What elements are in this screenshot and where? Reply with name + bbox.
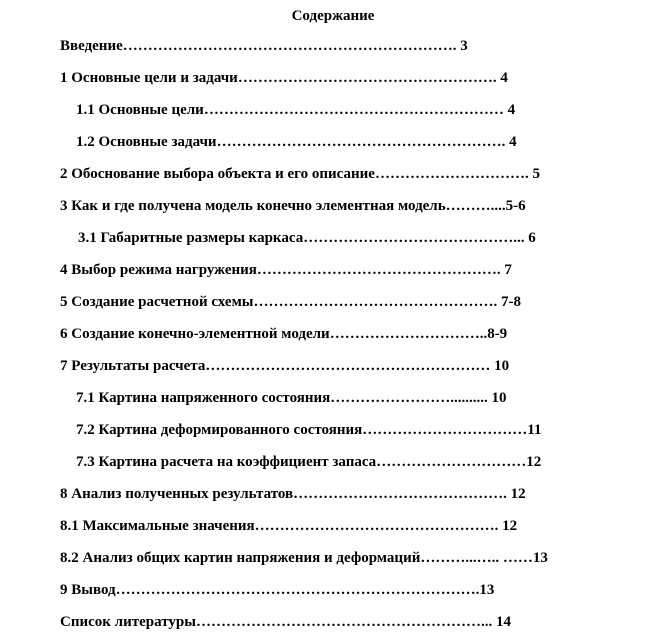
toc-entry xyxy=(60,580,650,600)
toc-entry-label: 5 Создание расчетной схемы xyxy=(60,294,254,310)
toc-leader-dots: ………………………… xyxy=(376,454,527,470)
toc-entry xyxy=(60,324,656,344)
toc-entry-label: 9 Вывод xyxy=(60,582,116,598)
toc-entry-label: 7.2 Картина деформированного состояния xyxy=(76,422,363,438)
toc-leader-dots: ………………………………………………………………. xyxy=(115,582,480,598)
toc-entry xyxy=(60,164,650,184)
toc-title: Содержание xyxy=(291,8,375,24)
toc-page-number: 4 xyxy=(503,102,516,118)
toc-entry-label: 3.1 Габаритные размеры каркаса xyxy=(78,230,304,246)
toc-page-number: 3 xyxy=(456,38,468,54)
toc-page-number: 14 xyxy=(492,614,511,630)
toc-page-number: 10 xyxy=(487,390,507,406)
toc-entry-label: 3 Как и где получена модель конечно элементная модель xyxy=(60,198,446,214)
toc-entry-label: 1.1 Основные цели xyxy=(76,102,204,118)
toc-leader-dots: …………………………………………………………. xyxy=(122,38,457,54)
toc-entry xyxy=(60,516,646,536)
toc-leader-dots: ……….... xyxy=(445,198,506,214)
toc-page-number: 10 xyxy=(490,358,510,374)
toc-leader-dots: …………………………………………………… xyxy=(203,102,504,118)
toc-page-number: 8-9 xyxy=(487,326,508,342)
toc-entry xyxy=(60,36,642,56)
toc-leader-dots: …………………………………………. xyxy=(256,262,501,278)
toc-entry xyxy=(76,388,656,408)
toc-entry-label: Введение xyxy=(60,38,123,54)
toc-leader-dots: …………………………………………………... xyxy=(195,614,493,630)
toc-entry xyxy=(60,260,642,280)
toc-entry xyxy=(76,452,642,472)
toc-page-number: 5 xyxy=(528,166,540,182)
toc-entry-label: 1 Основные цели и задачи xyxy=(60,70,238,86)
toc-leader-dots: …………………………………………………. xyxy=(216,134,506,150)
toc-entry xyxy=(78,228,644,248)
toc-leader-dots: ………………………….. xyxy=(329,326,488,342)
toc-entry-label: 4 Выбор режима нагружения xyxy=(60,262,257,278)
toc-leader-dots: ………………………………………………… xyxy=(205,358,491,374)
toc-page-number: 12 xyxy=(506,486,526,502)
toc-entry xyxy=(60,68,642,88)
toc-entry xyxy=(60,484,646,504)
toc-leader-dots: …………………………… xyxy=(362,422,528,438)
toc-entry-label: 7 Результаты расчета xyxy=(60,358,206,374)
toc-entry xyxy=(60,196,656,216)
toc-entry xyxy=(76,100,642,120)
toc-page-number: 7 xyxy=(500,262,512,278)
toc-leader-dots: ……………………………………………. xyxy=(237,70,497,86)
toc-entry-label: 2 Обоснование выбора объекта и его описание xyxy=(60,166,375,182)
toc-leader-dots: ……………………………………. xyxy=(293,486,507,502)
toc-entry xyxy=(76,420,650,440)
toc-page-number: 4 xyxy=(505,134,517,150)
toc-entry-label: 8.1 Максимальные значения xyxy=(60,518,255,534)
toc-entry-label: 8.2 Анализ общих картин напряжения и деформаций xyxy=(60,550,421,566)
toc-page-number: 6 xyxy=(524,230,536,246)
toc-leader-dots: …………………………………………. xyxy=(253,294,498,310)
toc-leader-dots: …………………………………………. xyxy=(254,518,499,534)
toc-entry-label: Список литературы xyxy=(60,614,196,630)
toc-entry-label: 1.2 Основные задачи xyxy=(76,134,217,150)
toc-entry xyxy=(60,612,646,632)
toc-page-number: 5-6 xyxy=(505,198,526,214)
toc-leader-dots: …………………………. xyxy=(374,166,529,182)
toc-entry xyxy=(60,292,646,312)
toc-entry-label: 6 Создание конечно-элементной модели xyxy=(60,326,330,342)
toc-entry xyxy=(76,132,642,152)
toc-entry xyxy=(60,548,650,568)
toc-entry xyxy=(60,356,656,376)
toc-leader-dots: …………………….......... xyxy=(330,390,488,406)
toc-entry-label: 7.1 Картина напряженного состояния xyxy=(76,390,331,406)
toc-page-number: 12 xyxy=(526,454,542,470)
toc-page-number: 12 xyxy=(498,518,518,534)
toc-page-number: 13 xyxy=(532,550,548,566)
toc-page-number: 7-8 xyxy=(497,294,522,310)
toc-leader-dots: ……………………………………... xyxy=(303,230,525,246)
toc-page-number: 11 xyxy=(527,422,542,438)
toc-leader-dots: ………...….. …… xyxy=(420,550,533,566)
toc-page-number: 13 xyxy=(479,582,495,598)
toc-page-number: 4 xyxy=(496,70,508,86)
toc-entry-label: 7.3 Картина расчета на коэффициент запаса xyxy=(76,454,377,470)
toc-entry-label: 8 Анализ полученных результатов xyxy=(60,486,294,502)
